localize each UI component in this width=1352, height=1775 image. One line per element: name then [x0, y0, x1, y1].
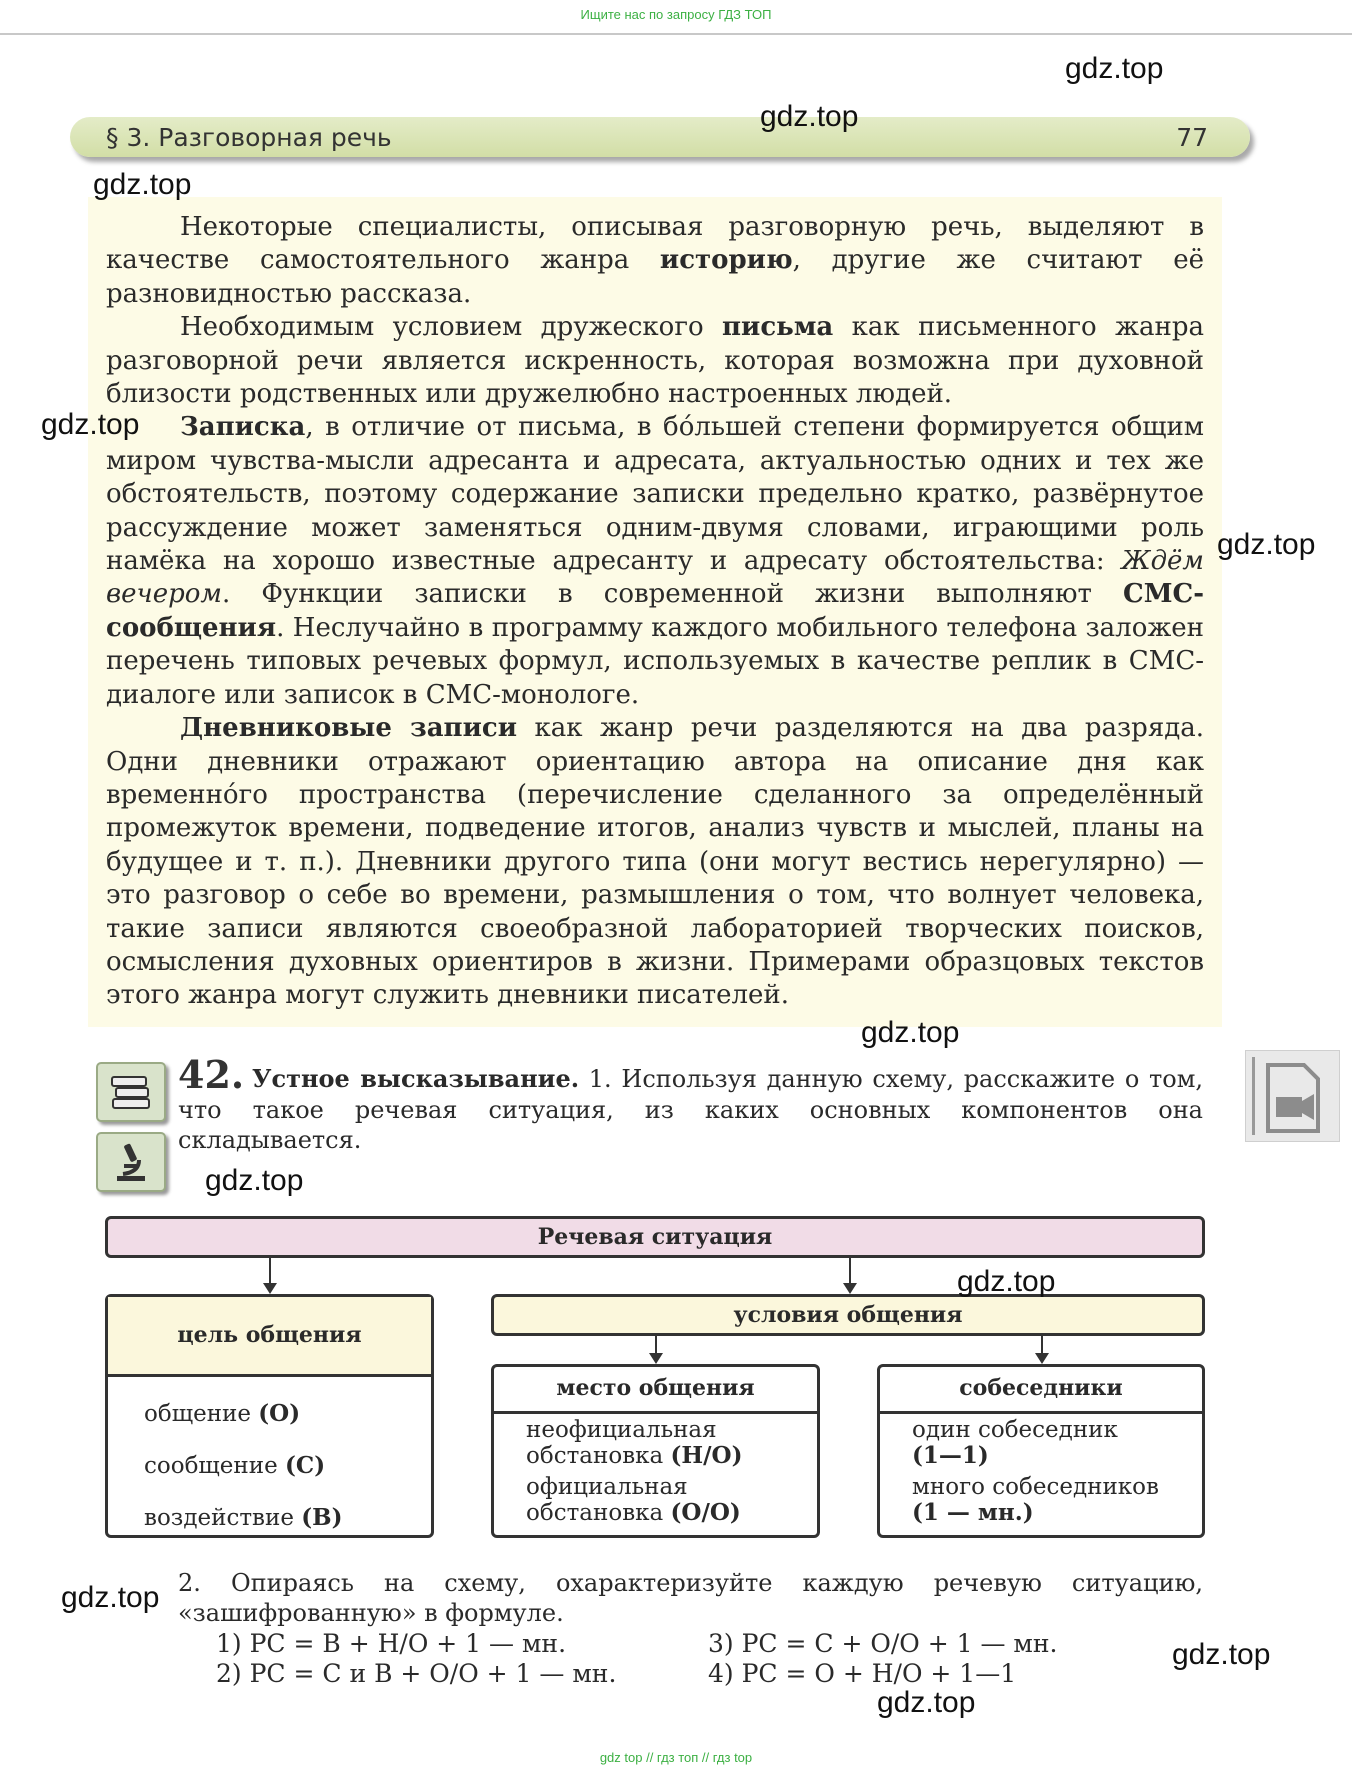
arrow-to-partners	[1041, 1336, 1043, 1362]
root-label: Речевая ситуация	[537, 1224, 773, 1250]
video-icon	[1246, 1051, 1339, 1141]
paragraph-diary: Дневниковые записи как жанр речи разделяются на два разряда. Одни дневники отражают ориентацию автора на описание дня как временнóго пространства (перечисление сделанного за определённый промежуток времени, подведение итогов, анализ чувств и мыслей, планы на будущее и т. п.). Дневники другого типа (они могут вестись нерегулярно) — это разговор о себе во времени, размышления о том, что волнует человека, такие записи являются своеобразной лабораторией творческих поисков, осмысления духовных ориентиров в жизни. Примерами образцовых текстов этого жанра могут служить дневники писателей.	[106, 713, 1205, 1011]
watermark: gdz.top	[1217, 528, 1316, 561]
watermark: gdz.top	[957, 1265, 1056, 1298]
top-banner-text: Ищите нас по запросу ГДЗ ТОП	[580, 7, 772, 22]
place-box	[491, 1364, 820, 1538]
partners-title: собеседники	[880, 1367, 1202, 1414]
exercise-title: Устное высказывание.	[252, 1064, 580, 1093]
watermark: gdz.top	[1172, 1638, 1271, 1671]
watermark: gdz.top	[93, 168, 192, 201]
goal-item: сообщение (С)	[144, 1452, 326, 1479]
exercise-task-2: 2. Опираясь на схему, охарактеризуйте каждую речевую ситуацию, «зашифрованную» в формуле.	[178, 1569, 1203, 1627]
watermark: gdz.top	[61, 1581, 160, 1614]
place-title: место общения	[494, 1367, 817, 1414]
goal-box	[105, 1294, 434, 1538]
watermark: gdz.top	[861, 1016, 960, 1049]
top-banner	[0, 0, 1352, 35]
formula-3: 3) РС = С + О/О + 1 — мн.	[708, 1629, 1058, 1658]
goal-item: воздействие (В)	[144, 1504, 343, 1531]
place-item: неофициальная обстановка (Н/О)	[526, 1417, 743, 1469]
place-item: официальная обстановка (О/О)	[526, 1474, 741, 1526]
paragraph-story: Некоторые специалисты, описывая разговорную речь, выделяют в качестве самостоятельного жанра историю, другие же считают её разновидностью рассказа.	[106, 212, 1204, 309]
section-header	[70, 117, 1250, 157]
microscope-icon	[96, 1132, 166, 1192]
partners-item: много собеседников (1 — мн.)	[912, 1474, 1159, 1526]
exercise-icons	[96, 1062, 166, 1202]
exercise-number: 42.	[178, 1052, 245, 1097]
partners-item: один собеседник (1—1)	[912, 1417, 1118, 1469]
section-title: § 3. Разговорная речь	[106, 123, 392, 152]
paragraph-note: Записка, в отличие от письма, в бóльшей степени формируется общим миром чувства-мысли адресанта и адресата, актуальностью одних и тех же обстоятельств, поэтому содержание записки предельно кратко, развёрнутое рассуждение может заменяться одним-двумя словами, играющими роль намёка на хорошо известные адресанту и адресату обстоятельства: Ждём вечером. Функции записки в современной жизни выполняют СМС-сообщения. Неслучайно в программу каждого мобильного телефона заложен перечень типовых речевых формул, используемых в качестве реплик в СМС-диалоге или записок в СМС-монологе.	[106, 412, 1204, 710]
watermark: gdz.top	[877, 1686, 976, 1719]
exercise-task-1: Устное высказывание. 1. Используя данную схему, расскажите о том, что такое речевая ситуация, из каких основных компонентов она складывается.	[178, 1064, 1204, 1154]
arrow-to-place	[655, 1336, 657, 1362]
watermark: gdz.top	[41, 408, 140, 441]
arrow-to-goal	[269, 1258, 271, 1292]
conditions-box	[491, 1294, 1205, 1336]
formula-1: 1) РС = В + Н/О + 1 — мн.	[216, 1629, 567, 1658]
books-icon	[96, 1062, 166, 1122]
goal-item: общение (О)	[144, 1400, 301, 1427]
partners-box	[877, 1364, 1205, 1538]
arrow-to-conditions	[849, 1258, 851, 1292]
goal-title: цель общения	[108, 1297, 431, 1377]
watermark: gdz.top	[760, 100, 859, 133]
watermark: gdz.top	[1065, 52, 1164, 85]
root-box	[105, 1216, 1205, 1258]
paragraph-letter: Необходимым условием дружеского письма как письменного жанра разговорной речи является искренность, которая возможна при духовной близости родственных или дружелюбно настроенных людей.	[106, 312, 1204, 410]
video-button[interactable]	[1245, 1050, 1340, 1142]
watermark: gdz.top	[205, 1164, 304, 1197]
formula-4: 4) РС = О + Н/О + 1—1	[708, 1659, 1017, 1688]
footer-links[interactable]: gdz top // гдз топ // гдз top	[599, 1750, 753, 1765]
page-number: 77	[1176, 123, 1208, 152]
formula-2: 2) РС = С и В + О/О + 1 — мн.	[216, 1659, 617, 1688]
conditions-label: условия общения	[733, 1302, 963, 1328]
theory-block	[88, 197, 1222, 1027]
